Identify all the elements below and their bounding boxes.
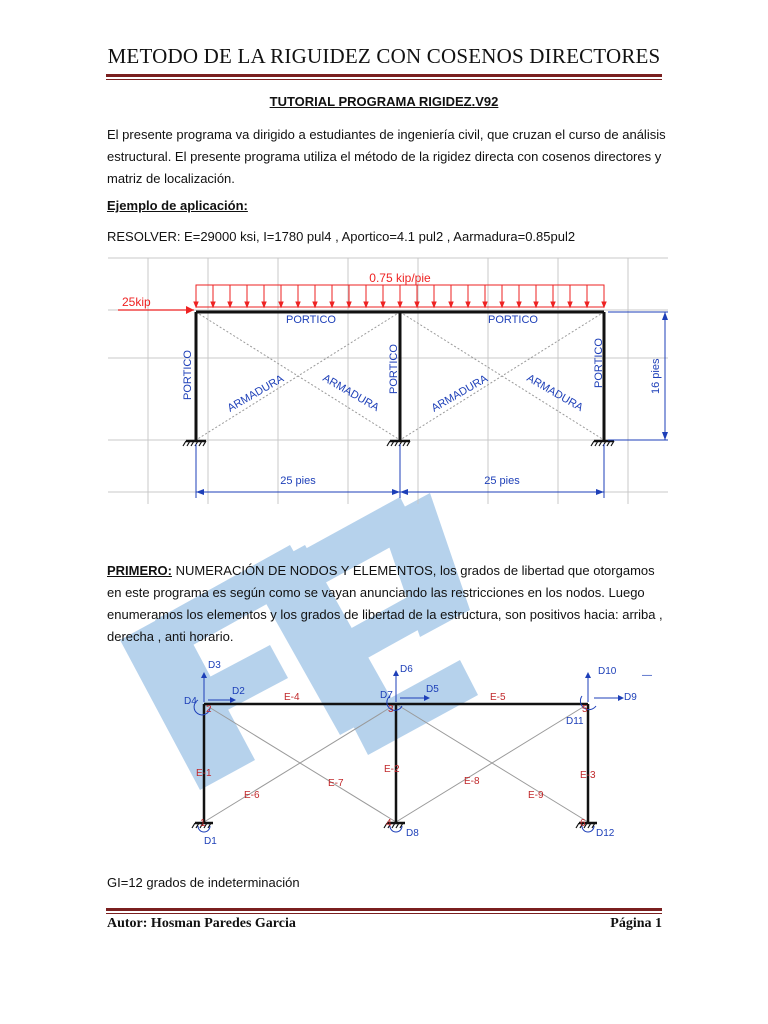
element-e1: E-1 — [196, 768, 212, 779]
dof-d11: D11 — [566, 716, 584, 727]
intro-paragraph: El presente programa va dirigido a estudiantes de ingeniería civil, que cruzan el curso de análisis estructural. El presente programa utiliza el método de la rigidez directa con cosenos directores y matriz de localización. — [107, 127, 666, 186]
primero-lead: PRIMERO: — [107, 563, 172, 578]
node-3: 3 — [388, 704, 394, 715]
element-e7: E-7 — [328, 778, 344, 789]
dof-d1: D1 — [204, 836, 217, 847]
element-e5: E-5 — [490, 692, 506, 703]
load-arrow-head — [500, 302, 504, 307]
numbering-diagram — [170, 656, 670, 856]
span-dimension-label-right: 25 pies — [484, 475, 520, 487]
load-arrow-head — [483, 302, 487, 307]
load-arrow-head — [534, 302, 538, 307]
load-arrow-head — [262, 302, 266, 307]
load-arrow-head — [364, 302, 368, 307]
footer-page-number: Página 1 — [610, 916, 662, 931]
armadura-label-4: ARMADURA — [524, 372, 586, 415]
dof-d3: D3 — [208, 660, 221, 671]
tutorial-subtitle: TUTORIAL PROGRAMA RIGIDEZ.V92 — [269, 94, 499, 109]
portico-label-left: PORTICO — [286, 314, 336, 326]
load-arrow-head — [398, 302, 402, 307]
point-load-label: 25kip — [122, 295, 151, 309]
load-arrow-head — [466, 302, 470, 307]
node-1: 1 — [200, 818, 206, 829]
load-arrow-head — [296, 302, 300, 307]
footer-rule — [106, 908, 662, 911]
frame-structure-diagram — [108, 254, 668, 504]
node-4: 4 — [386, 818, 392, 829]
portico-label-col1: PORTICO — [182, 350, 194, 400]
armadura-label-1: ARMADURA — [225, 372, 287, 415]
dof-d8: D8 — [406, 828, 419, 839]
load-arrow-head — [279, 302, 283, 307]
load-arrow-head — [313, 302, 317, 307]
element-e9: E-9 — [528, 790, 544, 801]
header-rule — [106, 74, 662, 77]
support-hatch — [576, 823, 579, 828]
element-e6: E-6 — [244, 790, 260, 801]
dof-d5: D5 — [426, 684, 439, 695]
dof-d6: D6 — [400, 664, 413, 675]
element-e2: E-2 — [384, 764, 400, 775]
support-hatch — [591, 441, 594, 446]
portico-label-right: PORTICO — [488, 314, 538, 326]
load-arrow-head — [517, 302, 521, 307]
load-arrow-head — [602, 302, 606, 307]
primero-text: NUMERACIÓN DE NODOS Y ELEMENTOS, los grados de libertad que otorgamos en este programa es según como se vayan anunciando las restricciones en los nodos. Luego enumeramos los elementos y los grados de libertad de la estructura, son positivos hacia: arriba , derecha , anti horario. — [107, 563, 663, 644]
dof-d9: D9 — [624, 692, 637, 703]
element-e4: E-4 — [284, 692, 300, 703]
load-arrow-head — [585, 302, 589, 307]
node-5: 5 — [582, 704, 588, 715]
dof-d10: D10 — [598, 666, 617, 677]
height-dimension-label: 16 pies — [650, 358, 662, 394]
span-dimension-label-left: 25 pies — [280, 475, 316, 487]
node-6: 6 — [580, 818, 586, 829]
load-arrow-head — [449, 302, 453, 307]
load-arrow-head — [194, 302, 198, 307]
dof-d4: D4 — [184, 696, 197, 707]
primero-paragraph — [107, 560, 667, 648]
load-arrow-head — [568, 302, 572, 307]
load-arrow-head — [381, 302, 385, 307]
armadura-label-2: ARMADURA — [320, 372, 382, 415]
page-header-title: METODO DE LA RIGUIDEZ CON COSENOS DIRECTORES — [107, 44, 661, 68]
element-e3: E-3 — [580, 770, 596, 781]
portico-label-col2: PORTICO — [388, 344, 400, 394]
dof-d2: D2 — [232, 686, 245, 697]
header-rule-thin — [106, 79, 662, 80]
portico-label-col3: PORTICO — [593, 338, 605, 388]
dof-d7: D7 — [380, 690, 393, 701]
support-hatch — [183, 441, 186, 446]
load-arrow-head — [432, 302, 436, 307]
load-arrow-head — [211, 302, 215, 307]
load-arrow-head — [228, 302, 232, 307]
dash-mark: — — [642, 670, 652, 681]
load-arrow-head — [551, 302, 555, 307]
distributed-load-label: 0.75 kip/pie — [369, 271, 431, 285]
load-arrow-head — [330, 302, 334, 307]
support-hatch — [387, 441, 390, 446]
dof-d12: D12 — [596, 828, 615, 839]
footer-author: Autor: Hosman Paredes Garcia — [107, 916, 296, 931]
indeterminacy-line: GI=12 grados de indeterminación — [107, 875, 300, 890]
footer-rule-thin — [106, 913, 662, 914]
resolver-line: RESOLVER: E=29000 ksi, I=1780 pul4 , Aportico=4.1 pul2 , Aarmadura=0.85pul2 — [107, 229, 576, 244]
load-arrow-head — [245, 302, 249, 307]
support-hatch — [192, 823, 195, 828]
armadura-label-3: ARMADURA — [429, 372, 491, 415]
element-e8: E-8 — [464, 776, 480, 787]
example-heading: Ejemplo de aplicación: — [107, 198, 248, 213]
node-2: 2 — [206, 704, 212, 715]
